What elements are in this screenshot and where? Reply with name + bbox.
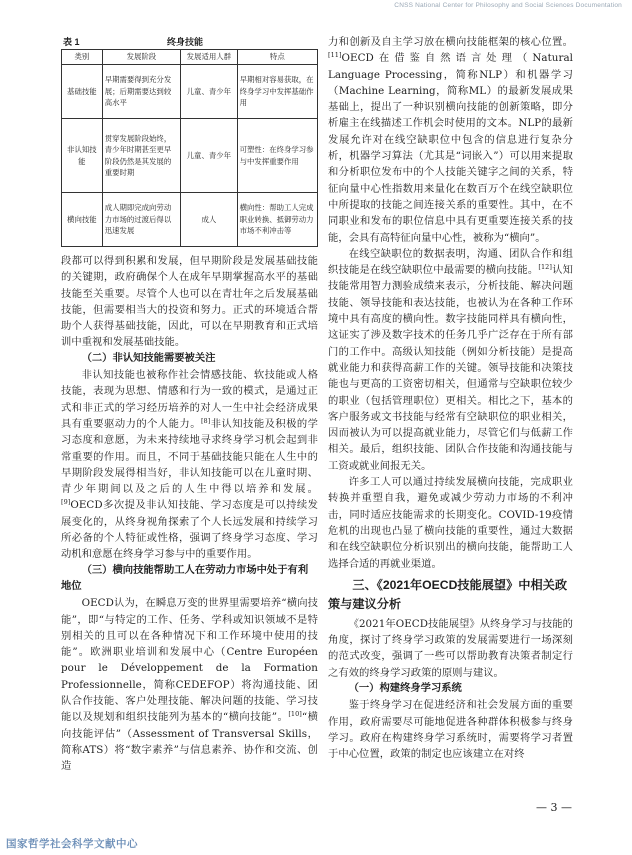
header-category: 类别 (62, 50, 103, 65)
paragraph-noncognitive-skills (61, 367, 318, 563)
table-caption (61, 34, 318, 49)
table-title: 终身技能 (167, 37, 204, 47)
cell-category: 非认知技能 (62, 119, 103, 193)
text-span: “横向技能评估”（Assessment of Transversal Skills，简称ATS）将“数字素养”与信息素养、协作和交流、创造 (61, 711, 318, 773)
heading-transversal-skills: （三）横向技能帮助工人在劳动力市场中处于有利地位 (61, 564, 309, 592)
table-label: 表 1 (63, 37, 80, 47)
cell-stage: 成人期即完成向劳动力市场的过渡后得以迅速发展 (102, 193, 180, 247)
text-span: 非认知技能及积极的学习态度和意愿，为未来持续地寻求终身学习机会起到非常重要的作用。而且，不同于基础技能只能在人生中的早期阶段发展得相当好，非认知技能可以在儿童时期、青少年期间以及之后的人生中得以培养和发展。 (61, 417, 318, 496)
citation-ref: [9] (61, 498, 71, 507)
paragraph-career-transition: 许多工人可以通过持续发展横向技能，完成职业转换并重塑自我，避免或减少劳动力市场的不利冲击，同时适应技能需求的长期变化。COVID-19疫情危机的出现也凸显了横向技能的重要性，通过大数据和在线空缺职位分析识别出的横向技能，能帮助工人选择合适的再就业渠道。 (328, 476, 573, 570)
paragraph-foundational-skills: 段都可以得到积累和发展，但早期阶段是发展基础技能的关键期，政府确保个人在成年早期掌握高水平的基础技能至关重要。尽管个人也可以在青壮年之后发展基础技能，但需要相当大的投资和努力。正式的环境适合帮助个人获得基础技能，因此，可以在早期教育和正式培训中重视和发展基础技能。 (61, 255, 318, 349)
paragraph-nlp-strategy (328, 34, 573, 246)
citation-ref: [10] (288, 710, 302, 719)
cell-feature: 横向性：帮助工人完成职业转换、抵御劳动力市场不利冲击等 (237, 193, 317, 247)
paragraph-lifelong-system: 鉴于终身学习在促进经济和社会发展方面的重要作用，政府需要尽可能地促进各种群体积极参与终身学习。政府在构建终身学习系统时，需要将学习者置于中心位置，政策的制定也应该建立在对终 (328, 699, 573, 761)
lifelong-skills-table (61, 49, 318, 247)
publisher-logo: 国家哲学社会科学文献中心 (6, 838, 138, 850)
heading-noncognitive-skills: （二）非认知技能需要被关注 (81, 352, 216, 364)
cell-feature: 可塑性：在终身学习参与中发挥重要作用 (237, 119, 317, 193)
header-feature: 特点 (237, 50, 317, 65)
cell-feature: 早期相对容易获取，在终身学习中发挥基础作用 (237, 65, 317, 119)
table-row (62, 119, 318, 193)
text-span: OECD认为，在瞬息万变的世界里需要培养“横向技能”，即“与特定的工作、任务、学科或知识领域不是特别相关的且可以在各种情况下和工作环境中使用的技能”。欧洲职业培训和发展中心（Centre Européen pour le Développement de la Formation Professionnelle，简称CEDEFOP）将沟通技能、团队合作技能、客户处理技能、解决问题的技能、学习技能以及规划和组织技能列为基本的“横向技能”。 (61, 597, 318, 724)
header-watermark: CNSS National Center for Philosophy and Social Sciences Documentation (394, 2, 622, 9)
section-heading-policy: 三、《2021年OECD技能展望》中相关政策与建议分析 (328, 577, 568, 611)
text-span: 认知技能常用智力测验成绩来表示，分析技能、解决问题技能、领导技能和表达技能，也被认为在各种工作环境中具有高度的横向性。数字技能同样具有横向性，这证实了涉及数字技术的任务几乎广泛存在于所有部门的工作中。高级认知技能（例如分析技能）是提高就业能力和获得高薪工作的关键。领导技能和决策技能也与更高的工资密切相关，但通常与空缺职位较少的职业（包括管理职位）更相关。相比之下，基本的客户服务或文书技能与经常有空缺职位的职业相关，因而被认为可以提高就业能力，尽管它们与低薪工作相关。最后，组织技能、团队合作技能和沟通技能与工资或就业间报无关。 (328, 264, 573, 472)
citation-ref: [12] (538, 263, 552, 272)
paragraph-online-vacancies (328, 246, 573, 474)
citation-ref: [8] (200, 416, 211, 425)
text-span: 在线空缺职位的数据表明，沟通、团队合作和组织技能是在线空缺职位中最需要的横向技能。 (328, 247, 573, 277)
cell-stage: 贯穿发展阶段始终，青少年时期甚至更早阶段仍然是其发展的重要时期 (102, 119, 180, 193)
paragraph-outlook-intro: 《2021年OECD技能展望》从终身学习与技能的角度，探讨了终身学习政策的发展需要进行一场深刻的范式改变，强调了一些可以帮助教育决策者制定行之有效的终身学习政策的原则与建议。 (328, 617, 573, 679)
header-stage: 发展阶段 (102, 50, 180, 65)
text-span: OECD在借鉴自然语言处理（Natural Language Processing，简称NLP）和机器学习（Machine Learning，简称ML）的最新发展成果基础上，提出了一种识别横向技能的创新策略，即分析雇主在线描述工作机会时使用的文本。NLP的最新发展允许对在线空缺职位中包含的信息进行复杂分析，机器学习算法（尤其是“词嵌入”）可以用来提取和分析职位发布中的个人技能关键字之间的关系，特征向量中心性指数用来量化在数百万个在线空缺职位中所提取的技能之间连接关系的重要性。其中，在不同职业和发布的职位信息中具有更重要连接关系的技能，会具有高特征向量中心性，被称为“横向”。 (328, 52, 573, 244)
cell-population: 儿童、青少年 (181, 65, 238, 119)
cell-stage: 早期需要得到充分发展；后期需要达到较高水平 (102, 65, 180, 119)
cell-population: 成人 (181, 193, 238, 247)
cell-category: 基础技能 (62, 65, 103, 119)
left-column (61, 34, 318, 775)
text-span: 非认知技能也被称作社会情感技能、软技能或人格技能，表现为思想、情感和行为一致的模式，是通过正式和非正式的学习经历培养的对人一生中社会经济成果具有重要驱动力的个人能力。 (61, 369, 318, 430)
text-span: 力和创新及自主学习放在横向技能框架的核心位置。 (328, 36, 573, 48)
page-number: — 3 — (536, 801, 572, 814)
cell-population: 儿童、青少年 (181, 119, 238, 193)
right-column (328, 34, 573, 762)
text-span: OECD多次提及非认知技能、学习态度是可以持续发展变化的，从终身视角探索了个人长远发展和持续学习所必备的个人特征或性格，强调了终身学习态度、学习动机和意愿在终身学习参与中的重要作用。 (61, 499, 318, 561)
heading-lifelong-system: （一）构建终身学习系统 (348, 682, 462, 694)
table-row (62, 65, 318, 119)
header-population: 发展适用人群 (181, 50, 238, 65)
cell-category: 横向技能 (62, 193, 103, 247)
citation-ref: [11] (328, 51, 342, 60)
table-row (62, 193, 318, 247)
paragraph-transversal-skills (61, 595, 318, 774)
table-header-row (62, 50, 318, 65)
